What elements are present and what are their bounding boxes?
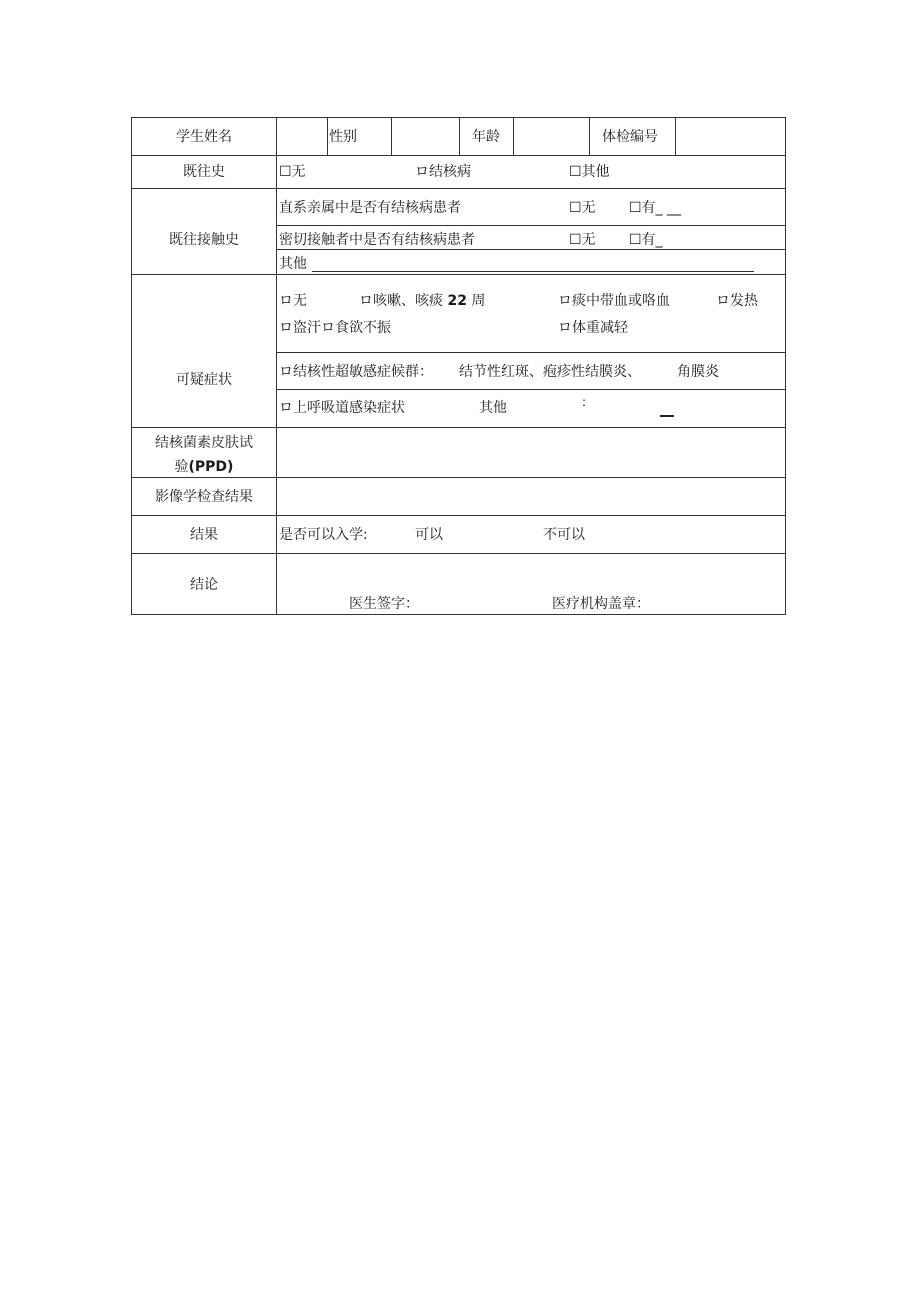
gender-label: 性别 bbox=[329, 129, 357, 145]
ppd-label-line1: 结核菌素皮肤试 bbox=[155, 435, 253, 451]
result-label: 结果 bbox=[190, 527, 218, 543]
column-divider bbox=[589, 118, 590, 155]
subrow-divider bbox=[277, 249, 785, 250]
subrow-divider bbox=[277, 352, 785, 353]
admission-no-option[interactable]: 不可以 bbox=[543, 527, 585, 543]
admission-question: 是否可以入学: bbox=[279, 527, 368, 543]
admission-yes-option[interactable]: 可以 bbox=[415, 527, 443, 543]
symptom-other-colon: : bbox=[582, 395, 587, 409]
exam-number-field[interactable] bbox=[676, 118, 785, 155]
symptom-blood-sputum-checkbox[interactable]: ロ痰中带血或咯血 bbox=[558, 293, 670, 309]
hypersensitivity-keratitis: 角膜炎 bbox=[677, 364, 719, 380]
column-divider bbox=[276, 118, 277, 614]
row-divider bbox=[132, 553, 785, 554]
relative-yes-checkbox[interactable]: ☐有_ __ bbox=[629, 200, 682, 216]
symptom-cough-weeks: 22 bbox=[447, 293, 467, 309]
conclusion-label: 结论 bbox=[190, 577, 218, 593]
symptom-hypersensitivity-checkbox[interactable]: ロ结核性超敏感症候群： bbox=[279, 364, 433, 380]
history-none-checkbox[interactable]: ☐无 bbox=[279, 164, 306, 180]
close-contact-none-checkbox[interactable]: ☐无 bbox=[569, 232, 596, 248]
symptom-none-checkbox[interactable]: ロ无 bbox=[279, 293, 307, 309]
symptoms-label: 可疑症状 bbox=[176, 372, 232, 388]
imaging-result-field[interactable] bbox=[277, 478, 785, 515]
exam-number-label: 体检编号 bbox=[602, 129, 658, 145]
row-divider bbox=[132, 274, 785, 275]
symptom-cough-text: ロ咳嗽、咳痰 bbox=[359, 293, 443, 309]
close-contact-yes-checkbox[interactable]: ☐有_ bbox=[629, 232, 663, 248]
contact-history-label: 既往接触史 bbox=[169, 232, 239, 248]
row-divider bbox=[132, 155, 785, 156]
column-divider bbox=[459, 118, 460, 155]
row-divider bbox=[132, 188, 785, 189]
symptom-fever-checkbox[interactable]: ロ发热 bbox=[716, 293, 758, 309]
contact-other-input-line[interactable] bbox=[312, 271, 754, 272]
student-name-label: 学生姓名 bbox=[176, 129, 232, 145]
history-other-checkbox[interactable]: ☐其他 bbox=[569, 164, 610, 180]
imaging-label: 影像学检查结果 bbox=[155, 489, 253, 505]
gender-field[interactable] bbox=[392, 118, 459, 155]
institution-seal-label: 医疗机构盖章： bbox=[552, 596, 650, 612]
relative-tb-question: 直系亲属中是否有结核病患者 bbox=[279, 200, 461, 216]
symptom-other-input-line[interactable] bbox=[660, 415, 674, 417]
doctor-signature-label: 医生签字： bbox=[349, 596, 419, 612]
contact-other-label: 其他 bbox=[279, 256, 307, 272]
ppd-label-line2 bbox=[132, 458, 276, 476]
age-label: 年龄 bbox=[472, 129, 500, 145]
ppd-result-field[interactable] bbox=[277, 428, 785, 477]
hypersensitivity-detail: 结节性红斑、疱疹性结膜炎、 bbox=[459, 364, 641, 380]
symptom-weight-loss-checkbox[interactable]: ロ体重减轻 bbox=[558, 320, 628, 336]
symptom-other-label: 其他 bbox=[479, 400, 507, 416]
ppd-label-prefix: 验 bbox=[174, 459, 189, 475]
subrow-divider bbox=[277, 225, 785, 226]
tb-screening-form bbox=[131, 117, 786, 615]
history-label: 既往史 bbox=[183, 164, 225, 180]
symptom-cough-unit: 周 bbox=[471, 293, 486, 309]
age-field[interactable] bbox=[514, 118, 589, 155]
subrow-divider bbox=[277, 389, 785, 390]
symptom-upper-respiratory-checkbox[interactable]: ロ上呼吸道感染症状 bbox=[279, 400, 405, 416]
symptom-cough-checkbox[interactable] bbox=[359, 292, 485, 310]
relative-none-checkbox[interactable]: ☐无 bbox=[569, 200, 596, 216]
history-tb-checkbox[interactable]: ロ结核病 bbox=[415, 164, 471, 180]
student-name-field[interactable] bbox=[277, 118, 327, 155]
row-divider bbox=[132, 515, 785, 516]
column-divider bbox=[327, 118, 328, 155]
symptom-sweat-appetite-checkbox[interactable]: ロ盗汗ロ食欲不振 bbox=[279, 320, 391, 336]
ppd-label-abbrev: (PPD) bbox=[188, 459, 234, 475]
close-contact-question: 密切接触者中是否有结核病患者 bbox=[279, 232, 475, 248]
